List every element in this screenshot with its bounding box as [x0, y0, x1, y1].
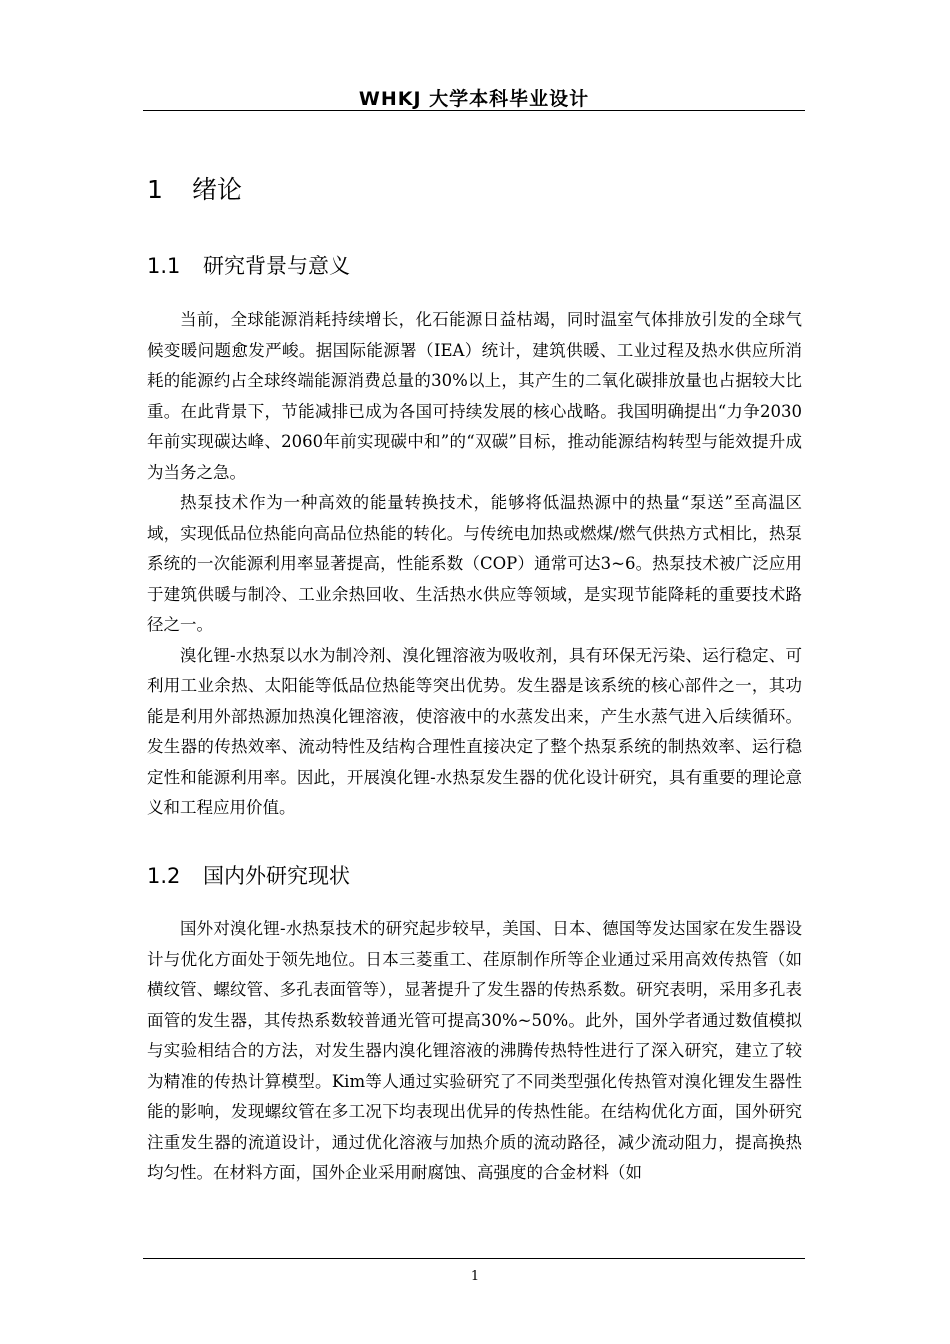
section-body-1-1	[147, 305, 802, 824]
section-body-1-2	[147, 914, 802, 1189]
section-number: 1.1	[147, 254, 181, 278]
paragraph: 热泵技术作为一种高效的能量转换技术，能够将低温热源中的热量“泵送”至高温区域，实现低品位热能向高品位热能的转化。与传统电加热或燃煤/燃气供热方式相比，热泵系统的一次能源利用率显著提高，性能系数（COP）通常可达3~6。热泵技术被广泛应用于建筑供暖与制冷、工业余热回收、生活热水供应等领域，是实现节能降耗的重要技术路径之一。	[147, 493, 802, 634]
footer-rule	[143, 1258, 805, 1259]
page-header	[143, 78, 805, 111]
chapter-title: 绪论	[192, 175, 243, 204]
chapter-heading	[147, 170, 242, 206]
page-number: 1	[470, 1269, 480, 1284]
section-heading-1-1	[147, 250, 350, 280]
header-title: WHKJ 大学本科毕业设计	[358, 88, 590, 110]
paragraph: 国外对溴化锂-水热泵技术的研究起步较早，美国、日本、德国等发达国家在发生器设计与优化方面处于领先地位。日本三菱重工、荏原制作所等企业通过采用高效传热管（如横纹管、螺纹管、多孔表面管等），显著提升了发生器的传热系数。研究表明，采用多孔表面管的发生器，其传热系数较普通光管可提高30%~50%。此外，国外学者通过数值模拟与实验相结合的方法，对发生器内溴化锂溶液的沸腾传热特性进行了深入研究，建立了较为精准的传热计算模型。Kim等人通过实验研究了不同类型强化传热管对溴化锂发生器性能的影响，发现螺纹管在多工况下均表现出优异的传热性能。在结构优化方面，国外研究注重发生器的流道设计，通过优化溶液与加热介质的流动路径，减少流动阻力，提高换热均匀性。在材料方面，国外企业采用耐腐蚀、高强度的合金材料（如	[147, 919, 802, 1182]
section-title: 国内外研究现状	[203, 864, 350, 888]
section-number: 1.2	[147, 864, 181, 888]
chapter-number: 1	[147, 175, 163, 204]
paragraph: 当前，全球能源消耗持续增长，化石能源日益枯竭，同时温室气体排放引发的全球气候变暖问题愈发严峻。据国际能源署（IEA）统计，建筑供暖、工业过程及热水供应所消耗的能源约占全球终端能源消费总量的30%以上，其产生的二氧化碳排放量也占据较大比重。在此背景下，节能减排已成为各国可持续发展的核心战略。我国明确提出“力争2030年前实现碳达峰、2060年前实现碳中和”的“双碳”目标，推动能源结构转型与能效提升成为当务之急。	[147, 310, 802, 482]
section-heading-1-2	[147, 860, 350, 890]
section-title: 研究背景与意义	[203, 254, 350, 278]
paragraph: 溴化锂-水热泵以水为制冷剂、溴化锂溶液为吸收剂，具有环保无污染、运行稳定、可利用工业余热、太阳能等低品位热能等突出优势。发生器是该系统的核心部件之一，其功能是利用外部热源加热溴化锂溶液，使溶液中的水蒸发出来，产生水蒸气进入后续循环。发生器的传热效率、流动特性及结构合理性直接决定了整个热泵系统的制热效率、运行稳定性和能源利用率。因此，开展溴化锂-水热泵发生器的优化设计研究，具有重要的理论意义和工程应用价值。	[147, 645, 802, 817]
